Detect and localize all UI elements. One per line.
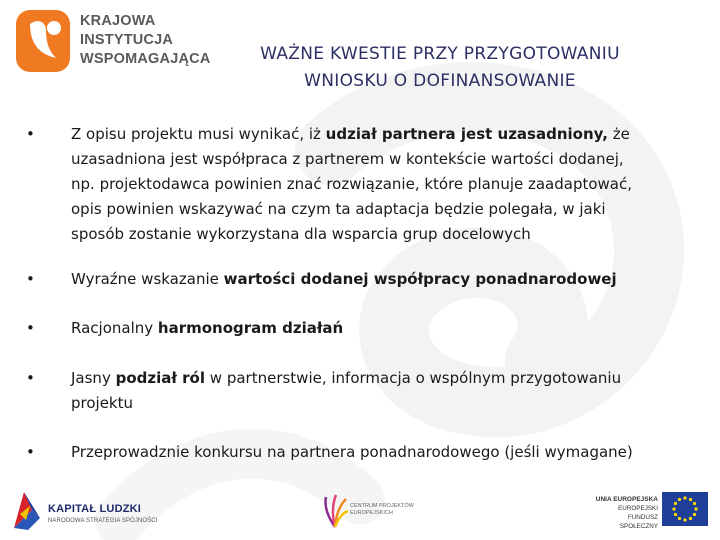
bullet-segment: że [607, 125, 630, 143]
bullet-segment: Racjonalny [71, 319, 158, 337]
kiw-logo-line: KRAJOWA [80, 13, 156, 29]
centrum-projektow-line: EUROPEJSKICH [350, 510, 393, 516]
centrum-projektow-logo [322, 493, 422, 533]
bullet-dot-icon: • [26, 369, 35, 387]
eu-flag-star [672, 507, 675, 510]
unia-europejska-line: EUROPEJSKI [618, 505, 658, 512]
bullet-text [71, 316, 698, 341]
eu-flag-star [683, 518, 686, 521]
bullet-item [26, 366, 698, 416]
bullet-segment-bold: podział ról [115, 369, 206, 387]
bullet-segment-bold: wartości dodanej współpracy ponadnarodowej [223, 270, 617, 288]
eu-flag-star [693, 502, 696, 505]
bullet-dot-icon: • [26, 270, 35, 288]
footer-logos [0, 485, 720, 540]
bullet-line: uzasadniona jest współpraca z partnerem w kontekście wartości dodanej, [71, 150, 624, 168]
unia-europejska-logo [590, 492, 712, 536]
slide-title-line: WNIOSKU O DOFINANSOWANIE [304, 71, 576, 91]
bullet-line: projektu [71, 394, 134, 412]
bullet-dot-icon: • [26, 443, 35, 461]
bullet-dot-icon: • [26, 319, 35, 337]
eu-flag-star [674, 513, 677, 516]
bullet-item [26, 267, 698, 292]
bullet-item [26, 122, 698, 247]
kiw-logo-line: WSPOMAGAJĄCA [80, 51, 211, 67]
kapital-ludzki-emblem-icon [10, 488, 44, 534]
bullet-line: np. projektodawca powinien znać rozwiązanie, które planuje zaadaptować, [71, 175, 633, 193]
kiw-logo-mark-icon [16, 8, 74, 74]
kapital-ludzki-logo [10, 488, 180, 534]
bullet-text [71, 366, 698, 416]
eu-flag-star [689, 517, 692, 520]
bullet-segment: Przeprowadznie konkursu na partnera ponadnarodowego (jeśli wymagane) [71, 443, 633, 461]
eu-flag-star [694, 507, 697, 510]
unia-europejska-line: FUNDUSZ SPOŁECZNY [619, 514, 658, 530]
bullet-text [71, 122, 698, 247]
bullet-line: sposób zostanie wykorzystana dla wsparcia grup docelowych [71, 225, 531, 243]
bullet-line: opis powinien wskazywać na czym ta adaptacja będzie polegała, w jaki [71, 200, 606, 218]
eu-flag-star [693, 513, 696, 516]
bullet-segment-bold: harmonogram działań [157, 319, 344, 337]
eu-flag-star [674, 502, 677, 505]
kapital-ludzki-name: KAPITAŁ LUDZKI [48, 503, 142, 515]
bullet-text [71, 267, 698, 292]
centrum-projektow-text [350, 503, 414, 517]
kiw-logo-line: INSTYTUCJA [80, 32, 174, 48]
eu-flag-icon [662, 492, 708, 526]
slide-title-line: WAŻNE KWESTIE PRZY PRZYGOTOWANIU [260, 44, 620, 64]
kiw-logo [16, 8, 216, 74]
slide-title [220, 41, 660, 95]
eu-flag-star [678, 517, 681, 520]
kiw-logo-text [80, 12, 211, 69]
bullet-dot-icon: • [26, 125, 35, 143]
eu-flag-star [678, 498, 681, 501]
bullet-segment-bold: udział partnera jest uzasadniony, [325, 125, 608, 143]
bullet-segment: w partnerstwie, informacja o wspólnym przygotowaniu [205, 369, 622, 387]
bullet-text [71, 440, 698, 465]
bullet-item [26, 316, 698, 341]
unia-europejska-text [590, 495, 658, 531]
bullet-segment: Wyraźne wskazanie [71, 270, 224, 288]
centrum-projektow-line: CENTRUM PROJEKTÓW [350, 503, 414, 509]
eu-flag-star [689, 498, 692, 501]
unia-europejska-title: UNIA EUROPEJSKA [595, 496, 658, 503]
centrum-projektow-emblem-icon [322, 493, 348, 529]
bullet-item [26, 440, 698, 465]
kapital-ludzki-subtitle: NARODOWA STRATEGIA SPÓJNOŚCI [48, 518, 158, 524]
bullet-segment: Z opisu projektu musi wynikać, iż [71, 125, 326, 143]
bullet-segment: Jasny [71, 369, 116, 387]
eu-flag-star [683, 496, 686, 499]
